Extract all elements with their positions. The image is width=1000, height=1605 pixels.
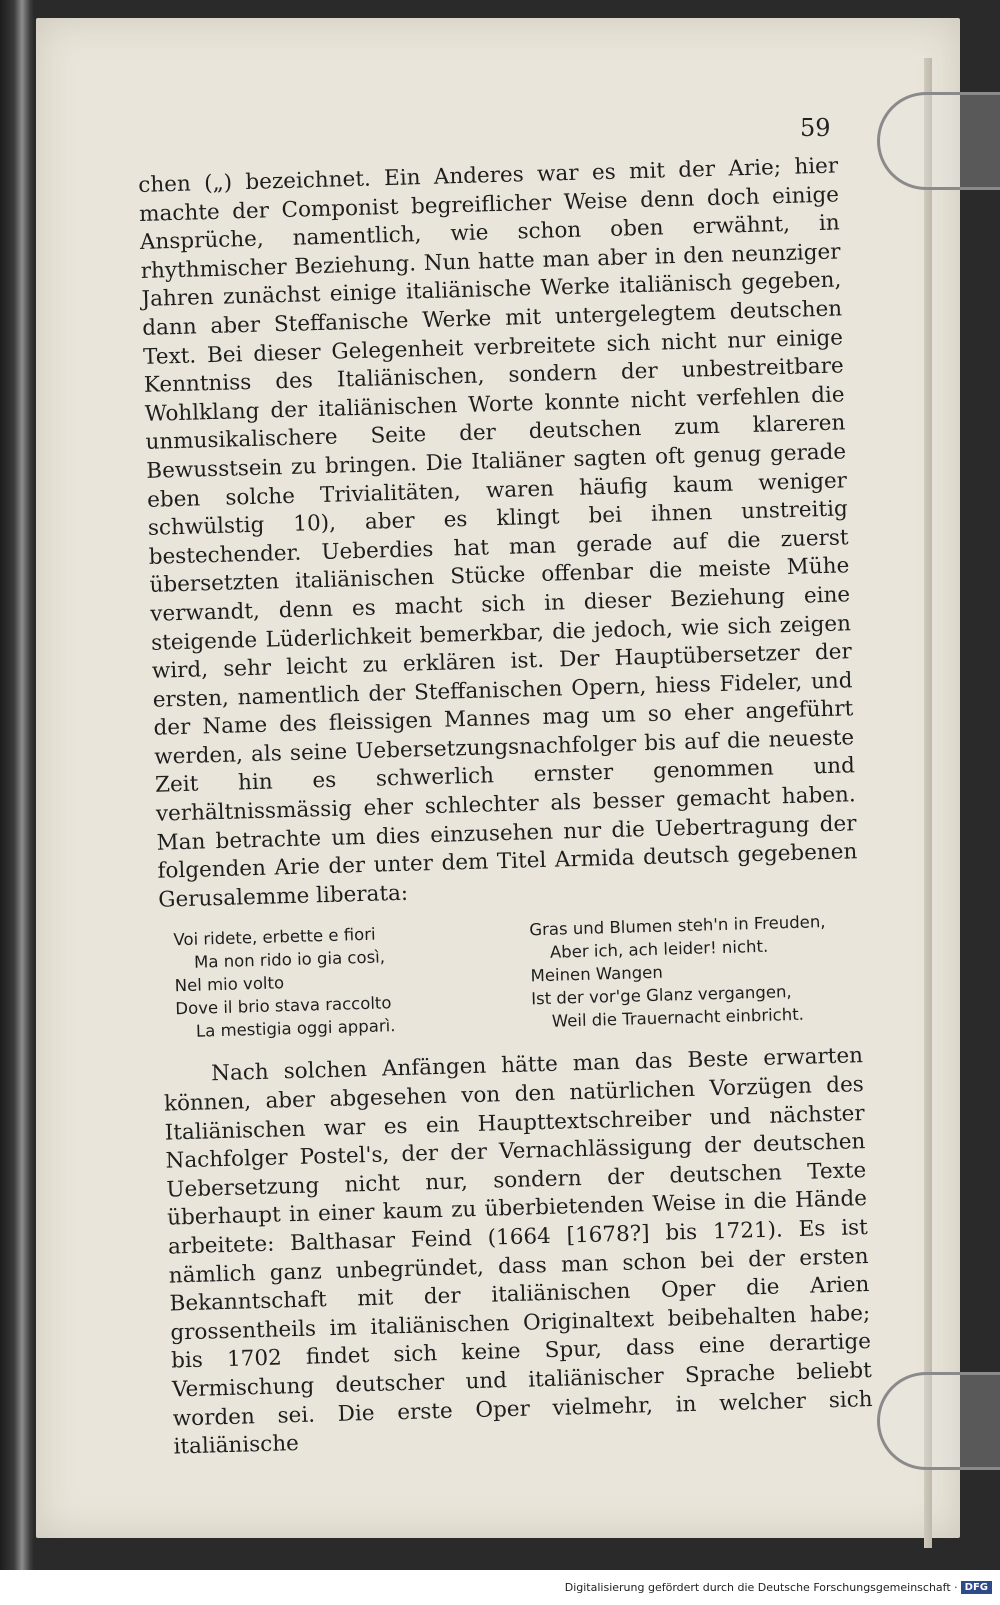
digitization-footer (0, 1570, 1000, 1605)
verse-line: Aber ich, ach leider! nicht. (549, 937, 769, 963)
verse-line: Gras und Blumen steh'n in Freuden, (529, 912, 826, 940)
page-edge (924, 58, 932, 1548)
funding-credit: Digitalisierung gefördert durch die Deutsche Forschungsgemeinschaft · (564, 1581, 958, 1594)
page-clip-top (877, 92, 1000, 190)
verse-line: Ist der vor'ge Glanz vergangen, (530, 982, 792, 1009)
verse-line: Dove il brio stava raccolto (175, 993, 392, 1019)
paragraph: chen („) bezeichnet. Ein Anderes war es mit der Arie; hier machte der Componist begreiflicher Weise denn doch einige Ansprüche, namentlich, wie schon oben erwähnt, in rhythmischer Beziehung. Nun hatte man aber in den neunziger Jahren zunächst einige italiänische Werke italiänisch gegeben, dann aber Steffanische Werke mit untergelegtem deutschen Text. Bei dieser Gelegenheit verbreitete sich nicht nur einige Kenntniss des Italiänischen, sondern der unbestreitbare Wohlklang der italiänischen Worte konnte nicht verfehlen die unmusikalischere Seite der deutschen zum klareren Bewusstsein zu bringen. Die Italiäner sagten oft genug gerade eben solche Trivialitäten, waren häufig kaum weniger schwülstig 10), aber es klingt bei ihnen unstreitig bestechender. Ueberdies hat man gerade auf die zuerst übersetzten italiänischen Stücke offenbar die meiste Mühe verwandt, denn es macht sich in dieser Beziehung eine steigende Lüderlichkeit bemerkbar, die jedoch, wie sich zeigen wird, sehr leicht zu erklären ist. Der Hauptübersetzer der ersten, namentlich der Steffanischen Opern, hiess Fideler, und der Name des fleissigen Mannes mag um so eher angeführt werden, als seine Uebersetzungsnachfolger bis auf die neueste Zeit hin es schwerlich ernster genommen und verhältnissmässig eher schlechter als besser gemacht haben. Man betrachte um dies einzusehen nur die Uebertragung der folgenden Arie der unter dem Titel Armida deutsch gegebenen Gerusalemme liberata: (138, 153, 858, 913)
verse-line: Weil die Trauernacht einbricht. (551, 1005, 805, 1032)
paragraph: Nach solchen Anfängen hätte man das Beste erwarten können, aber abgesehen von den natürlichen Vorzügen des Italiänischen war es ein Haupttextschreiber und nächster Nachfolger Postel's, der der Vernachlässigung der deutschen Uebersetzung nicht nur, sondern der deutschen Texte überhaupt in einer kaum zu überbietenden Weise in die Hände arbeitete: Balthasar Feind (1664 [1678?] bis 1721). Es ist nämlich ganz unbegründet, dass man schon bei der ersten Bekanntschaft mit der italiänischen Oper die Arien grossentheils im italiänischen Originaltext beibehalten habe; bis 1702 findet sich keine Spur, dass eine derartige Vermischung deutscher und italiänischer Sprache beliebt worden sei. Die erste Oper vielmehr, in welcher sich italiänische (163, 1043, 873, 1460)
verse-line: Meinen Wangen (530, 963, 664, 986)
page-clip-bottom (877, 1372, 1000, 1470)
verse-line: Voi ridete, erbette e fiori (173, 925, 376, 950)
verse-line: Ma non rido io gia così, (193, 947, 386, 973)
body-text (138, 152, 874, 1462)
dfg-logo: DFG (961, 1581, 992, 1594)
aria-quotation (173, 910, 862, 1044)
italian-verse (173, 920, 506, 1044)
verse-line: Nel mio volto (174, 973, 285, 996)
verse-line: La mestigia oggi apparì. (195, 1016, 396, 1042)
german-verse (529, 910, 862, 1034)
page-number: 59 (800, 114, 831, 142)
